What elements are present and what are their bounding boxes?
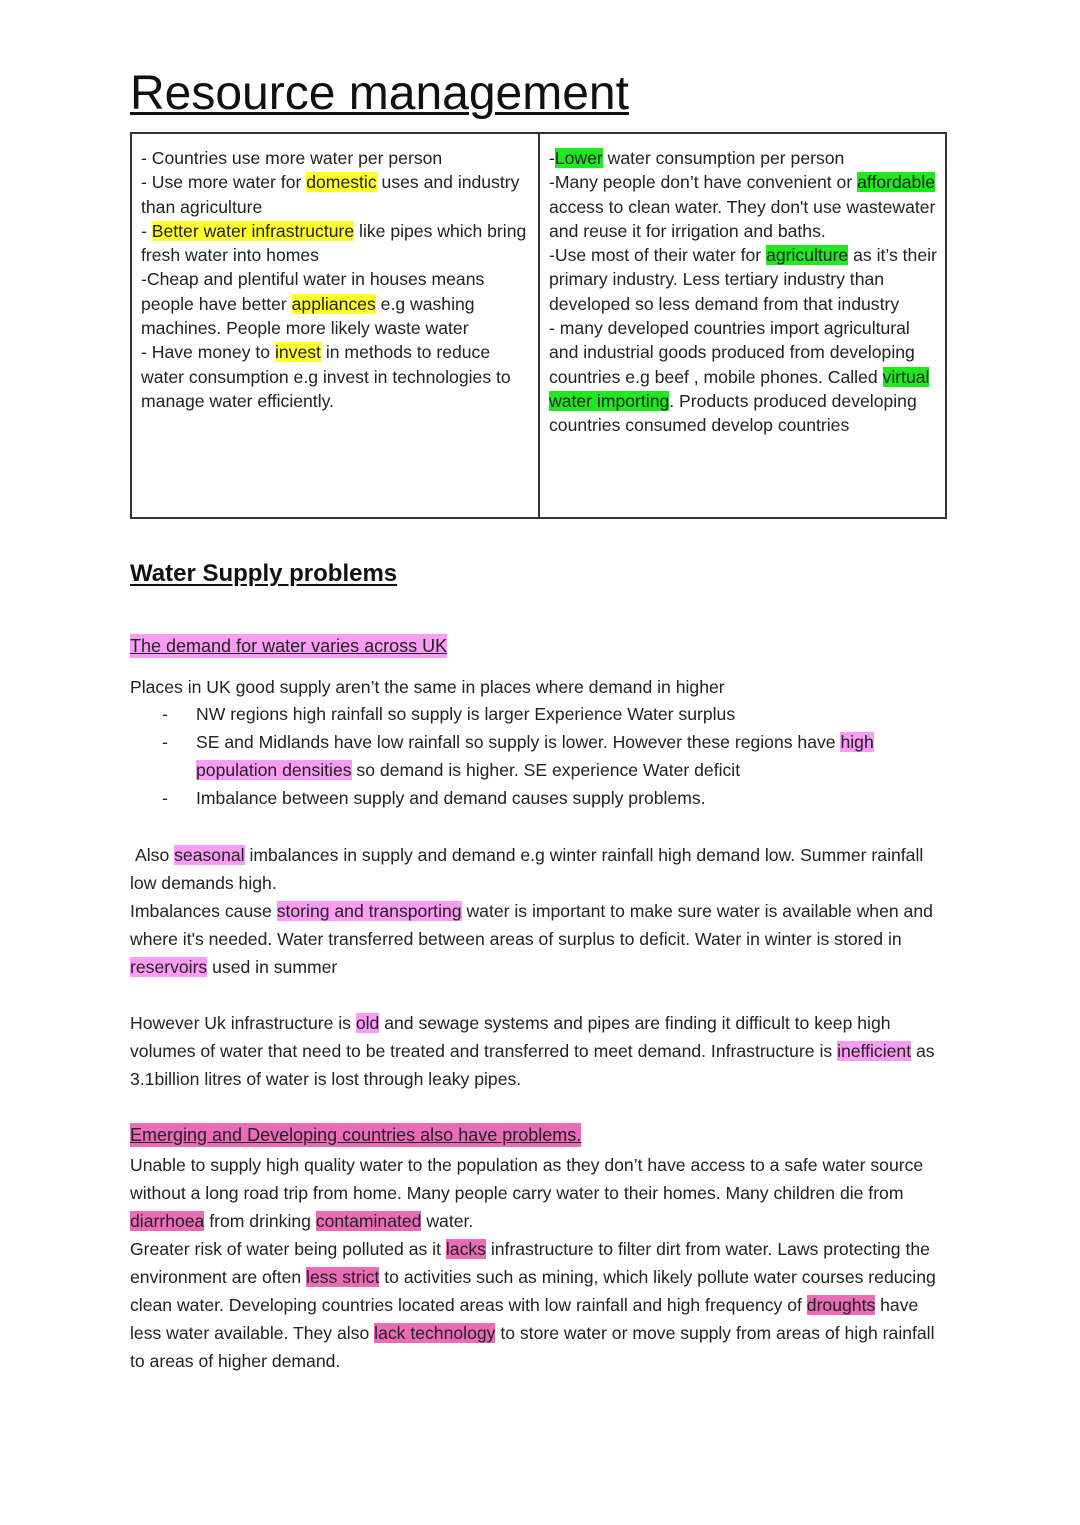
highlighted-term: seasonal xyxy=(174,845,245,865)
highlighted-term: inefficient xyxy=(837,1041,912,1061)
developed-countries-column xyxy=(132,134,540,517)
highlighted-term: Lower xyxy=(554,148,603,168)
section-heading: Water Supply problems xyxy=(130,560,398,587)
highlighted-term: diarrhoea xyxy=(130,1211,205,1231)
highlighted-term: Better water infrastructure xyxy=(151,220,355,241)
uk-paragraph-infrastructure xyxy=(130,1009,950,1093)
highlighted-term: high population densities xyxy=(196,732,874,780)
highlighted-term: virtual water importing xyxy=(549,366,930,411)
page-title: Resource management xyxy=(130,67,629,120)
list-item: - SE and Midlands have low rainfall so supply is lower. However these regions have high population densities so demand is higher. SE experience Water deficit xyxy=(130,728,950,784)
text-line: - many developed countries import agricultural and industrial goods produced from developing countries e.g beef , mobile phones. Called virtual water importing. Products produced developing countries consumed develop countries xyxy=(549,318,930,436)
uk-bullet-list xyxy=(130,700,950,812)
text-line: - Use more water for domestic uses and industry than agriculture xyxy=(141,172,520,217)
text-line: -Cheap and plentiful water in houses means people have better appliances e.g washing machines. People more likely waste water xyxy=(141,269,485,339)
developing-subheading: Emerging and Developing countries also have problems. xyxy=(130,1125,582,1145)
list-item: - NW regions high rainfall so supply is larger Experience Water surplus xyxy=(130,700,950,728)
text-line: -Use most of their water for agriculture as it’s their primary industry. Less tertiary industry than developed so less demand from that industry xyxy=(549,245,937,314)
highlighted-term: old xyxy=(355,1013,380,1033)
uk-demand-subheading: The demand for water varies across UK xyxy=(130,636,448,656)
highlighted-term: less strict xyxy=(306,1267,380,1287)
comparison-table xyxy=(130,132,947,519)
highlighted-term: storing and transporting xyxy=(276,901,462,921)
text-line: Also seasonal imbalances in supply and demand e.g winter rainfall high demand low. Summer rainfall low demands high. xyxy=(130,845,924,893)
highlighted-term: invest xyxy=(274,342,321,363)
text-line: -Many people don’t have convenient or affordable access to clean water. They don't use wastewater and reuse it for irrigation and baths. xyxy=(549,172,936,241)
highlighted-term: lacks xyxy=(445,1239,486,1259)
text-line: Imbalances cause storing and transporting water is important to make sure water is available when and where it's needed. Water transferred between areas of surplus to deficit. Water in winter is stored in reservoirs used in summer xyxy=(130,901,933,977)
text-line: However Uk infrastructure is old and sewage systems and pipes are finding it difficult to keep high volumes of water that need to be treated and transferred to meet demand. Infrastructure is inefficient as 3.1billion litres of water is lost through leaky pipes. xyxy=(130,1013,935,1089)
developing-countries-column xyxy=(540,134,945,517)
highlighted-term: lack technology xyxy=(374,1323,496,1343)
highlighted-term: affordable xyxy=(857,172,936,193)
text-line: - Countries use more water per person xyxy=(141,148,443,168)
highlighted-term: contaminated xyxy=(315,1211,422,1231)
highlighted-term: appliances xyxy=(291,293,376,314)
text-line: Greater risk of water being polluted as it lacks infrastructure to filter dirt from water. Laws protecting the environment are often less strict to activities such as mining, which likely pollute water courses reducing clean water. Developing countries located areas with low rainfall and high frequency of droughts have less water available. They also lack technology to store water or move supply from areas of high rainfall to areas of higher demand. xyxy=(130,1239,936,1371)
list-item: - Imbalance between supply and demand causes supply problems. xyxy=(130,784,950,812)
highlighted-term: reservoirs xyxy=(130,957,208,977)
text-line: - Better water infrastructure like pipes which bring fresh water into homes xyxy=(141,220,527,266)
highlighted-term: agriculture xyxy=(766,245,849,266)
text-line: - Have money to invest in methods to reduce water consumption e.g invest in technologies to manage water efficiently. xyxy=(141,342,511,411)
text-line: Unable to supply high quality water to the population as they don’t have access to a safe water source without a long road trip from home. Many people carry water to their homes. Many children die from diarrhoea from drinking contaminated water. xyxy=(130,1155,924,1231)
uk-intro: Places in UK good supply aren’t the same in places where demand in higher xyxy=(130,677,725,697)
uk-paragraph-seasonal xyxy=(130,841,950,981)
text-line: -Lower water consumption per person xyxy=(549,148,845,168)
developing-paragraph xyxy=(130,1151,950,1375)
highlighted-term: droughts xyxy=(806,1295,876,1315)
highlighted-term: domestic xyxy=(306,172,377,193)
